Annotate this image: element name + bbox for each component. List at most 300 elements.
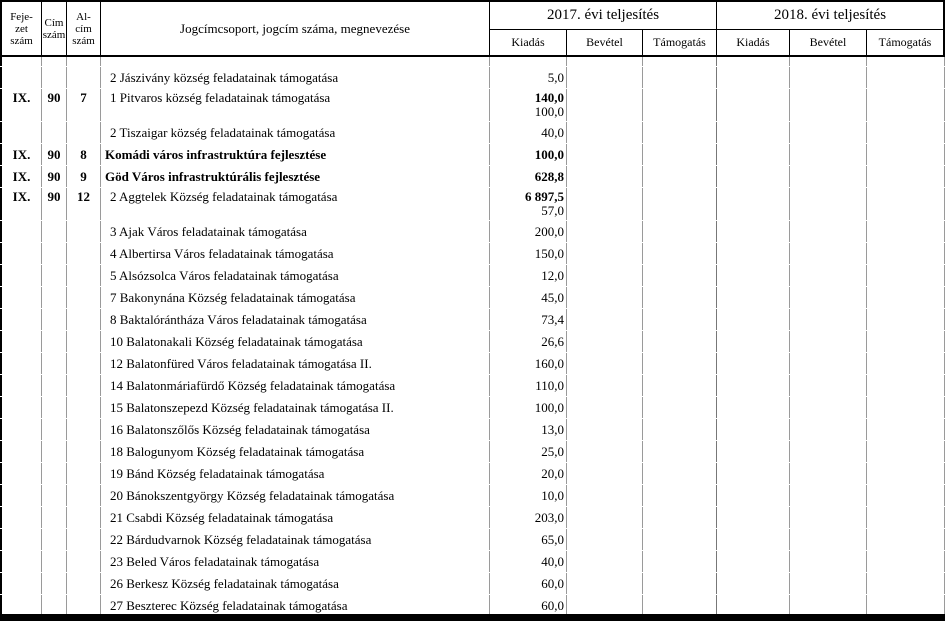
kiadas-2017-cell (490, 463, 567, 484)
tamogatas-2018-cell (867, 265, 945, 286)
fejezet-cell (0, 166, 42, 187)
bevetel-2018-cell (790, 551, 867, 572)
tamogatas-2018-cell (867, 331, 945, 352)
tamogatas-2018-cell (867, 166, 945, 187)
bevetel-2018-cell (790, 265, 867, 286)
megnevezes-cell (101, 287, 490, 308)
row-label: 22 Bárdudvarnok Község feladatainak támogatása (110, 531, 372, 547)
kiadas-2018-cell (717, 67, 790, 88)
bevetel-2017-cell (567, 573, 643, 594)
year-label-2018: 2018. évi teljesítés (717, 2, 945, 30)
cim-cell (42, 67, 67, 88)
kiadas-2017-cell (490, 144, 567, 165)
megnevezes-cell (101, 265, 490, 286)
kiadas-2018-cell (717, 507, 790, 528)
megnevezes-cell (101, 144, 490, 165)
tamogatas-2017-cell (643, 331, 717, 352)
kiadas-2017-value: 60,0 (541, 575, 564, 591)
table-row (0, 122, 945, 143)
tamogatas-2018-cell (867, 595, 945, 616)
bevetel-2018-cell (790, 89, 867, 121)
table-row (0, 463, 945, 484)
kiadas-2017-value: 200,0 (534, 223, 564, 239)
tamogatas-2018-cell (867, 397, 945, 418)
fejezet-number: IX. (12, 168, 31, 184)
kiadas-2017-cell (490, 57, 567, 66)
fejezet-number: IX. (12, 146, 31, 162)
kiadas-2017-cell (490, 551, 567, 572)
kiadas-2018-cell (717, 89, 790, 121)
tamogatas-2017-cell (643, 595, 717, 616)
tamogatas-2017-cell (643, 507, 717, 528)
megnevezes-cell (101, 419, 490, 440)
table-row (0, 243, 945, 264)
kiadas-2017-cell (490, 375, 567, 396)
cim-number: 90 (47, 189, 61, 204)
alcim-cell (67, 485, 101, 506)
cim-cell (42, 243, 67, 264)
kiadas-2018-cell (717, 166, 790, 187)
kiadas-2017-value: 628,8 (534, 168, 564, 184)
megnevezes-cell (101, 122, 490, 143)
fejezet-cell (0, 441, 42, 462)
kiadas-2017-cell (490, 188, 567, 220)
tamogatas-2017-cell (643, 419, 717, 440)
kiadas-2018-cell (717, 463, 790, 484)
kiadas-2017-value: 73,4 (541, 311, 564, 327)
row-label: 16 Balatonszőlős Község feladatainak támogatása (110, 421, 370, 437)
megnevezes-cell (101, 89, 490, 121)
kiadas-2017-value: 100,0 (534, 146, 564, 162)
bevetel-2017-cell (567, 463, 643, 484)
column-header-tamogatas-2018: Támogatás (867, 30, 945, 55)
table-row (0, 221, 945, 242)
bevetel-2017-cell (567, 419, 643, 440)
bevetel-2018-cell (790, 529, 867, 550)
alcim-cell (67, 221, 101, 242)
fejezet-cell (0, 221, 42, 242)
kiadas-2017-value: 25,0 (541, 443, 564, 459)
tamogatas-2017-cell (643, 166, 717, 187)
header-line: szám (72, 34, 95, 47)
bevetel-2018-cell (790, 419, 867, 440)
fejezet-cell (0, 287, 42, 308)
cim-cell (42, 287, 67, 308)
tamogatas-2018-cell (867, 463, 945, 484)
fejezet-cell (0, 265, 42, 286)
table-header (0, 0, 945, 57)
tamogatas-2018-cell (867, 144, 945, 165)
tamogatas-2017-cell (643, 67, 717, 88)
year-label-2017: 2017. évi teljesítés (490, 2, 717, 30)
kiadas-2017-cell (490, 595, 567, 616)
tamogatas-2018-cell (867, 188, 945, 220)
column-header-kiadas-2018: Kiadás (717, 30, 790, 55)
bevetel-2018-cell (790, 353, 867, 374)
cim-cell (42, 375, 67, 396)
kiadas-2018-cell (717, 485, 790, 506)
cim-cell (42, 122, 67, 143)
megnevezes-cell (101, 243, 490, 264)
kiadas-2017-cell (490, 309, 567, 330)
alcim-cell (67, 89, 101, 121)
table-row (0, 529, 945, 550)
cim-cell (42, 419, 67, 440)
cim-cell (42, 331, 67, 352)
year-group-2017 (490, 2, 717, 55)
tamogatas-2017-cell (643, 463, 717, 484)
tamogatas-2017-cell (643, 265, 717, 286)
tamogatas-2017-cell (643, 485, 717, 506)
bevetel-2017-cell (567, 529, 643, 550)
megnevezes-cell (101, 353, 490, 374)
alcim-cell (67, 122, 101, 143)
kiadas-2018-cell (717, 441, 790, 462)
column-header-fejezet-szam (0, 2, 42, 55)
kiadas-2018-cell (717, 397, 790, 418)
row-label: 19 Bánd Község feladatainak támogatása (110, 465, 325, 481)
cim-cell (42, 309, 67, 330)
kiadas-2017-cell (490, 397, 567, 418)
bevetel-2017-cell (567, 595, 643, 616)
kiadas-2017-cell (490, 221, 567, 242)
megnevezes-cell (101, 507, 490, 528)
bevetel-2018-cell (790, 397, 867, 418)
tamogatas-2017-cell (643, 243, 717, 264)
tamogatas-2017-cell (643, 188, 717, 220)
kiadas-2017-value: 160,0 (534, 355, 564, 371)
megnevezes-cell (101, 573, 490, 594)
megnevezes-cell (101, 375, 490, 396)
cim-cell (42, 397, 67, 418)
cim-cell (42, 265, 67, 286)
alcim-cell (67, 419, 101, 440)
bevetel-2017-cell (567, 485, 643, 506)
kiadas-2017-value: 6 897,5 (525, 189, 564, 204)
megnevezes-cell (101, 221, 490, 242)
table-row (0, 57, 945, 66)
fejezet-cell (0, 89, 42, 121)
kiadas-2017-cell (490, 166, 567, 187)
tamogatas-2017-cell (643, 144, 717, 165)
bevetel-2017-cell (567, 353, 643, 374)
tamogatas-2018-cell (867, 551, 945, 572)
fejezet-cell (0, 331, 42, 352)
tamogatas-2017-cell (643, 57, 717, 66)
fejezet-cell (0, 188, 42, 220)
bevetel-2017-cell (567, 89, 643, 121)
bevetel-2017-cell (567, 287, 643, 308)
kiadas-2017-cell (490, 485, 567, 506)
bevetel-2018-cell (790, 144, 867, 165)
kiadas-2017-cell (490, 441, 567, 462)
page-bottom-rule (0, 614, 945, 621)
alcim-cell (67, 166, 101, 187)
kiadas-2018-cell (717, 188, 790, 220)
table-row (0, 375, 945, 396)
cim-cell (42, 353, 67, 374)
bevetel-2018-cell (790, 57, 867, 66)
tamogatas-2018-cell (867, 67, 945, 88)
kiadas-2017-value: 65,0 (541, 531, 564, 547)
row-label: 3 Ajak Város feladatainak támogatása (110, 223, 307, 239)
table-row (0, 331, 945, 352)
kiadas-2018-cell (717, 309, 790, 330)
bevetel-2017-cell (567, 551, 643, 572)
cim-number: 90 (47, 90, 61, 105)
row-label: 2 Jászivány község feladatainak támogatása (110, 69, 339, 85)
table-row (0, 485, 945, 506)
row-label: 14 Balatonmáriafürdő Község feladatainak támogatása (110, 377, 396, 393)
bevetel-2017-cell (567, 375, 643, 396)
cim-cell (42, 57, 67, 66)
row-label: 1 Pitvaros község feladatainak támogatása (110, 90, 331, 105)
row-label: 12 Balatonfüred Város feladatainak támogatása II. (110, 355, 372, 371)
alcim-cell (67, 309, 101, 330)
megnevezes-cell (101, 551, 490, 572)
tamogatas-2018-cell (867, 573, 945, 594)
kiadas-2018-cell (717, 287, 790, 308)
table-row (0, 397, 945, 418)
fejezet-cell (0, 309, 42, 330)
kiadas-2018-cell (717, 122, 790, 143)
bevetel-2018-cell (790, 485, 867, 506)
kiadas-2017-value: 57,0 (541, 203, 564, 218)
cim-cell (42, 221, 67, 242)
kiadas-2018-cell (717, 595, 790, 616)
megnevezes-cell (101, 166, 490, 187)
row-label: 2 Tiszaigar község feladatainak támogatása (110, 124, 336, 140)
tamogatas-2018-cell (867, 353, 945, 374)
column-header-jogcim-megnevezes (101, 2, 490, 55)
bevetel-2018-cell (790, 188, 867, 220)
cim-cell (42, 144, 67, 165)
fejezet-cell (0, 485, 42, 506)
table-row (0, 573, 945, 594)
bevetel-2018-cell (790, 331, 867, 352)
tamogatas-2018-cell (867, 89, 945, 121)
kiadas-2017-value: 110,0 (535, 377, 564, 393)
tamogatas-2017-cell (643, 573, 717, 594)
kiadas-2017-value: 150,0 (534, 245, 564, 261)
column-header-kiadas-2017: Kiadás (490, 30, 567, 55)
megnevezes-cell (101, 529, 490, 550)
megnevezes-cell (101, 309, 490, 330)
alcim-cell (67, 243, 101, 264)
alcim-number: 9 (80, 168, 87, 184)
kiadas-2017-cell (490, 419, 567, 440)
cim-cell (42, 551, 67, 572)
alcim-cell (67, 595, 101, 616)
row-label: 5 Alsózsolca Város feladatainak támogatása (110, 267, 339, 283)
cim-cell (42, 507, 67, 528)
tamogatas-2017-cell (643, 89, 717, 121)
fejezet-cell (0, 353, 42, 374)
bevetel-2017-cell (567, 397, 643, 418)
kiadas-2018-cell (717, 375, 790, 396)
row-label: Komádi város infrastruktúra fejlesztése (105, 146, 327, 162)
kiadas-2017-value: 60,0 (541, 597, 564, 613)
column-header-cim-szam (42, 2, 67, 55)
alcim-cell (67, 188, 101, 220)
cim-cell (42, 441, 67, 462)
alcim-cell (67, 331, 101, 352)
table-body (0, 57, 945, 616)
table-row (0, 166, 945, 187)
bevetel-2018-cell (790, 507, 867, 528)
header-line: Al- (76, 10, 91, 23)
kiadas-2017-value: 100,0 (534, 104, 564, 119)
header-line: Jogcímcsoport, jogcím száma, megnevezése (180, 20, 410, 36)
bevetel-2017-cell (567, 309, 643, 330)
kiadas-2018-cell (717, 221, 790, 242)
fejezet-cell (0, 595, 42, 616)
alcim-cell (67, 144, 101, 165)
kiadas-2017-value: 203,0 (534, 509, 564, 525)
cim-cell (42, 188, 67, 220)
alcim-cell (67, 573, 101, 594)
table-row (0, 309, 945, 330)
bevetel-2017-cell (567, 166, 643, 187)
kiadas-2017-cell (490, 573, 567, 594)
tamogatas-2018-cell (867, 309, 945, 330)
fejezet-cell (0, 144, 42, 165)
bevetel-2018-cell (790, 221, 867, 242)
tamogatas-2018-cell (867, 375, 945, 396)
tamogatas-2018-cell (867, 287, 945, 308)
table-row (0, 551, 945, 572)
row-label: 8 Baktalórántháza Város feladatainak támogatása (110, 311, 367, 327)
fejezet-cell (0, 529, 42, 550)
tamogatas-2018-cell (867, 441, 945, 462)
tamogatas-2017-cell (643, 375, 717, 396)
kiadas-2017-value: 45,0 (541, 289, 564, 305)
tamogatas-2017-cell (643, 551, 717, 572)
fejezet-cell (0, 419, 42, 440)
fejezet-cell (0, 243, 42, 264)
row-label: Göd Város infrastruktúrális fejlesztése (105, 168, 321, 184)
kiadas-2018-cell (717, 57, 790, 66)
fejezet-cell (0, 573, 42, 594)
alcim-cell (67, 441, 101, 462)
tamogatas-2018-cell (867, 419, 945, 440)
row-label: 27 Beszterec Község feladatainak támogatása (110, 597, 348, 613)
bevetel-2018-cell (790, 122, 867, 143)
row-label: 23 Beled Város feladatainak támogatása (110, 553, 320, 569)
alcim-cell (67, 287, 101, 308)
kiadas-2018-cell (717, 144, 790, 165)
table-row (0, 507, 945, 528)
tamogatas-2018-cell (867, 529, 945, 550)
alcim-cell (67, 67, 101, 88)
megnevezes-cell (101, 441, 490, 462)
bevetel-2017-cell (567, 144, 643, 165)
table-row (0, 287, 945, 308)
kiadas-2017-cell (490, 529, 567, 550)
kiadas-2017-cell (490, 331, 567, 352)
tamogatas-2017-cell (643, 122, 717, 143)
header-line: szám (10, 34, 33, 47)
column-header-bevetel-2017: Bevétel (567, 30, 643, 55)
kiadas-2017-value: 5,0 (547, 69, 564, 85)
tamogatas-2017-cell (643, 221, 717, 242)
kiadas-2017-value: 100,0 (534, 399, 564, 415)
alcim-cell (67, 397, 101, 418)
cim-cell (42, 595, 67, 616)
row-label: 15 Balatonszepezd Község feladatainak támogatása II. (110, 399, 394, 415)
fejezet-cell (0, 397, 42, 418)
table-row (0, 265, 945, 286)
row-label: 7 Bakonynána Község feladatainak támogatása (110, 289, 356, 305)
tamogatas-2018-cell (867, 507, 945, 528)
row-label: 20 Bánokszentgyörgy Község feladatainak támogatása (110, 487, 395, 503)
kiadas-2018-cell (717, 243, 790, 264)
megnevezes-cell (101, 331, 490, 352)
alcim-number: 7 (80, 90, 87, 105)
kiadas-2017-cell (490, 243, 567, 264)
kiadas-2017-cell (490, 67, 567, 88)
cim-number: 90 (47, 168, 61, 184)
bevetel-2017-cell (567, 243, 643, 264)
alcim-cell (67, 57, 101, 66)
header-line: zet (15, 22, 28, 35)
row-label: 18 Balogunyom Község feladatainak támogatása (110, 443, 365, 459)
alcim-cell (67, 551, 101, 572)
kiadas-2018-cell (717, 419, 790, 440)
cim-cell (42, 529, 67, 550)
table-row (0, 144, 945, 165)
fejezet-cell (0, 122, 42, 143)
kiadas-2017-value: 40,0 (541, 553, 564, 569)
row-label: 10 Balatonakali Község feladatainak támogatása (110, 333, 363, 349)
alcim-cell (67, 353, 101, 374)
fejezet-cell (0, 463, 42, 484)
row-label: 26 Berkesz Község feladatainak támogatása (110, 575, 339, 591)
tamogatas-2017-cell (643, 397, 717, 418)
kiadas-2017-cell (490, 507, 567, 528)
cim-cell (42, 485, 67, 506)
tamogatas-2018-cell (867, 485, 945, 506)
fejezet-number: IX. (12, 189, 31, 204)
alcim-cell (67, 529, 101, 550)
alcim-cell (67, 507, 101, 528)
bevetel-2017-cell (567, 67, 643, 88)
bevetel-2018-cell (790, 375, 867, 396)
tamogatas-2017-cell (643, 441, 717, 462)
column-header-alcim-szam (67, 2, 101, 55)
alcim-number: 12 (77, 189, 90, 204)
cim-cell (42, 463, 67, 484)
bevetel-2017-cell (567, 507, 643, 528)
cim-number: 90 (47, 146, 61, 162)
row-label: 4 Albertirsa Város feladatainak támogatása (110, 245, 334, 261)
tamogatas-2018-cell (867, 57, 945, 66)
table-row (0, 89, 945, 121)
alcim-number: 8 (80, 146, 87, 162)
bevetel-2018-cell (790, 166, 867, 187)
kiadas-2018-cell (717, 573, 790, 594)
table-row (0, 67, 945, 88)
megnevezes-cell (101, 397, 490, 418)
kiadas-2018-cell (717, 529, 790, 550)
megnevezes-cell (101, 188, 490, 220)
kiadas-2017-cell (490, 287, 567, 308)
bevetel-2017-cell (567, 122, 643, 143)
fejezet-cell (0, 67, 42, 88)
alcim-cell (67, 265, 101, 286)
bevetel-2018-cell (790, 287, 867, 308)
header-line: cím (75, 22, 92, 35)
